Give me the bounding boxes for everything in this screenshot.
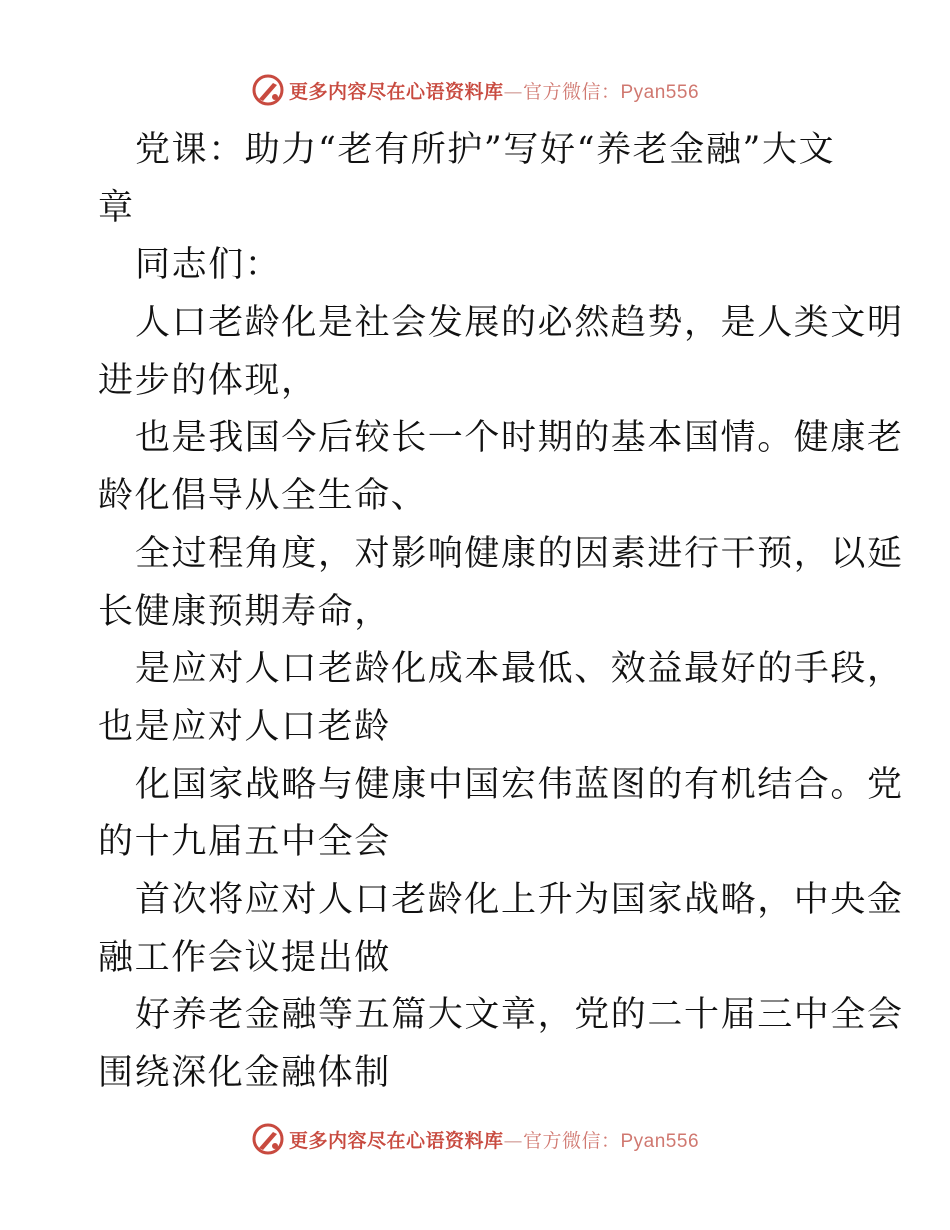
- banner-title: 更多内容尽在心语资料库: [288, 1129, 504, 1152]
- paragraph-line: 的十九届五中全会: [98, 822, 391, 863]
- document-title-line-2: 章: [98, 187, 135, 228]
- paragraph-line: 好养老金融等五篇大文章，党的二十届三中全会: [135, 995, 904, 1036]
- banner-dash: —: [503, 80, 523, 103]
- banner-contact: Pyan556: [620, 81, 700, 103]
- paragraph-line: 是应对人口老龄化成本最低、效益最好的手段，: [135, 649, 904, 690]
- paragraph-line: 进步的体现，: [98, 360, 318, 401]
- header-banner: [0, 70, 950, 110]
- banner-dash: —: [503, 1129, 523, 1152]
- paragraph-line: 围绕深化金融体制: [98, 1053, 391, 1093]
- brand-logo-icon: [251, 73, 285, 107]
- paragraph-line: 也是应对人口老龄: [98, 706, 391, 747]
- paragraph-line: 融工作会议提出做: [98, 937, 391, 978]
- banner-title: 更多内容尽在心语资料库: [288, 80, 504, 103]
- paragraph-line: 长健康预期寿命，: [98, 591, 391, 632]
- banner-wechat-label: 官方微信：: [522, 80, 621, 103]
- paragraph-line: 人口老龄化是社会发展的必然趋势，是人类文明: [135, 303, 904, 344]
- document-body: [98, 122, 904, 1103]
- banner-text: [289, 1126, 699, 1153]
- banner-contact: Pyan556: [620, 1130, 700, 1152]
- paragraph-line: 全过程角度，对影响健康的因素进行干预，以延: [135, 533, 904, 574]
- salutation: 同志们：: [135, 245, 282, 286]
- paragraph-line: 也是我国今后较长一个时期的基本国情。健康老: [135, 418, 904, 459]
- paragraph-line: 首次将应对人口老龄化上升为国家战略，中央金: [135, 879, 904, 920]
- footer-banner: [0, 1119, 950, 1159]
- banner-text: [289, 77, 699, 104]
- brand-logo-icon: [251, 1122, 285, 1156]
- document-title-line-1: 党课：助力“老有所护”写好“养老金融”大文: [135, 130, 836, 170]
- paragraph-line: 龄化倡导从全生命、: [98, 476, 428, 517]
- banner-wechat-label: 官方微信：: [522, 1129, 621, 1152]
- paragraph-line: 化国家战略与健康中国宏伟蓝图的有机结合。党: [135, 764, 904, 805]
